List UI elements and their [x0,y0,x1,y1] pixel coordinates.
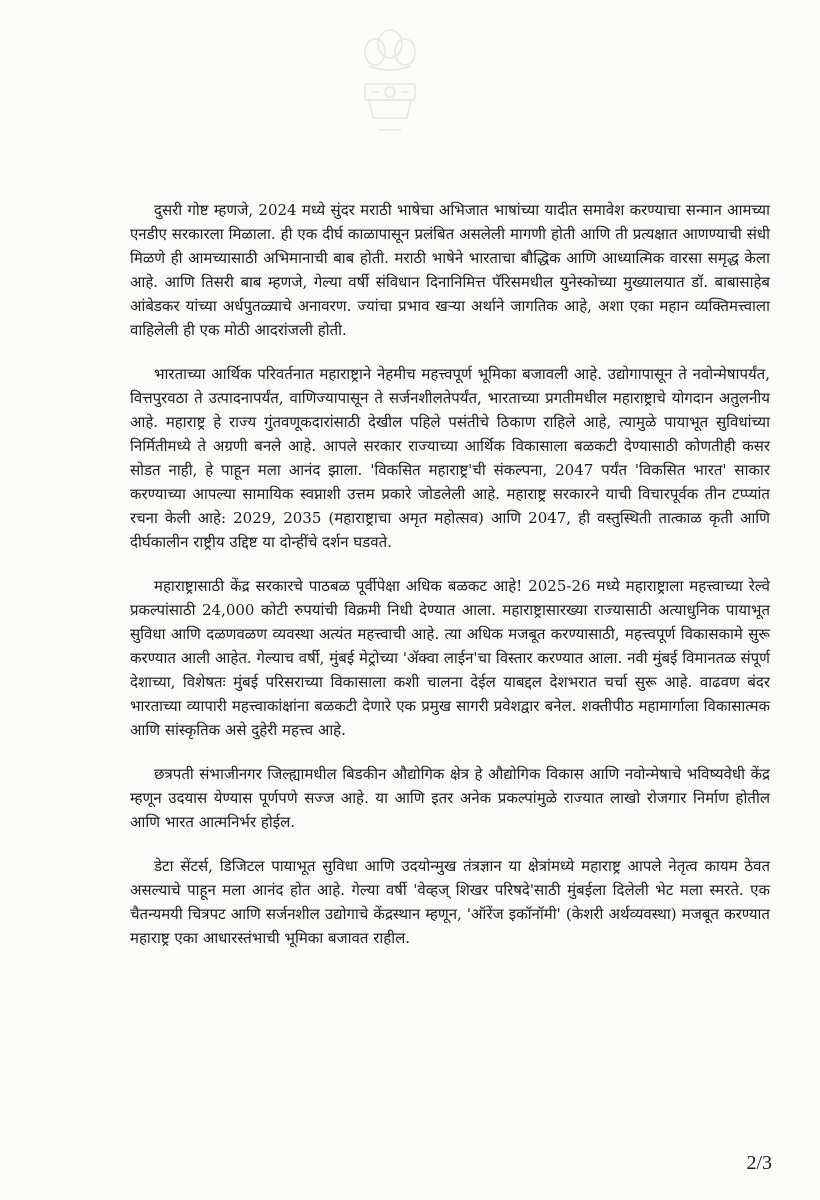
paragraph-bidkin-industrial-area: छत्रपती संभाजीनगर जिल्ह्यामधील बिडकीन औद्योगिक क्षेत्र हे औद्योगिक विकास आणि नवोन्मेषाचे भविष्यवेधी केंद्र म्हणून उदयास येण्यास पूर्णपणे सज्ज आहे. या आणि इतर अनेक प्रकल्पांमुळे राज्यात लाखो रोजगार निर्माण होतील आणि भारत आत्मनिर्भर होईल. [130,765,770,831]
letter-body [130,198,770,970]
page-number: 2/3 [746,1152,772,1174]
paragraph-central-support: महाराष्ट्रासाठी केंद्र सरकारचे पाठबळ पूर्वीपेक्षा अधिक बळकट आहे! 2025-26 मध्ये महाराष्ट्राला महत्त्वाच्या रेल्वे प्रकल्पांसाठी 24,000 कोटी रुपयांची विक्रमी निधी देण्यात आला. महाराष्ट्रासारख्या राज्यासाठी अत्याधुनिक पायाभूत सुविधा आणि दळणवळण व्यवस्था अत्यंत महत्त्वाची आहे. त्या अधिक मजबूत करण्यासाठी, महत्त्वपूर्ण विकासकामे सुरू करण्यात आली आहेत. गेल्याच वर्षी, मुंबई मेट्रोच्या 'ॲक्वा लाईन'चा विस्तार करण्यात आला. नवी मुंबई विमानतळ संपूर्ण देशाच्या, विशेषतः मुंबई परिसराच्या विकासाला कशी चालना देईल याबद्दल देशभरात चर्चा सुरू आहे. वाढवण बंदर भारताच्या व्यापारी महत्त्वाकांक्षांना बळकटी देणारे एक प्रमुख सागरी प्रवेशद्वार बनेल. शक्तीपीठ महामार्गाला विकासात्मक आणि सांस्कृतिक असे दुहेरी महत्त्व आहे. [130,577,770,739]
paragraph-marathi-classical-language: दुसरी गोष्ट म्हणजे, 2024 मध्ये सुंदर मराठी भाषेचा अभिजात भाषांच्या यादीत समावेश करण्याचा सन्मान आमच्या एनडीए सरकारला मिळाला. ही एक दीर्घ काळापासून प्रलंबित असलेली मागणी होती आणि ती प्रत्यक्षात आणण्याची संधी मिळणे ही आमच्यासाठी अभिमानाची बाब होती. मराठी भाषेने भारताचा बौद्धिक आणि आध्यात्मिक वारसा समृद्ध केला आहे. आणि तिसरी बाब म्हणजे, गेल्या वर्षी संविधान दिनानिमित्त पॅरिसमधील युनेस्कोच्या मुख्यालयात डॉ. बाबासाहेब आंबेडकर यांच्या अर्धपुतळ्याचे अनावरण. ज्यांचा प्रभाव खऱ्या अर्थाने जागतिक आहे, अशा एका महान व्यक्तिमत्त्वाला वाहिलेली ही एक मोठी आदरांजली होती. [130,201,770,339]
national-emblem-icon [355,22,425,152]
paragraph-data-centers: डेटा सेंटर्स, डिजिटल पायाभूत सुविधा आणि उदयोन्मुख तंत्रज्ञान या क्षेत्रांमध्ये महाराष्ट्र आपले नेतृत्व कायम ठेवत असल्याचे पाहून मला आनंद होत आहे. गेल्या वर्षी 'वेव्हज् शिखर परिषदे'साठी मुंबईला दिलेली भेट मला स्मरते. एक चैतन्यमयी चित्रपट आणि सर्जनशील उद्योगाचे केंद्रस्थान म्हणून, 'ऑरेंज इकॉनॉमी' (केशरी अर्थव्यवस्था) मजबूत करण्यात महाराष्ट्र एका आधारस्तंभाची भूमिका बजावत राहील. [130,857,770,947]
paragraph-economic-transformation: भारताच्या आर्थिक परिवर्तनात महाराष्ट्राने नेहमीच महत्त्वपूर्ण भूमिका बजावली आहे. उद्योगापासून ते नवोन्मेषापर्यंत, वित्तपुरवठा ते उत्पादनापर्यंत, वाणिज्यापासून ते सर्जनशीलतेपर्यंत, भारताच्या प्रगतीमधील महाराष्ट्राचे योगदान अतुलनीय आहे. महाराष्ट्र हे राज्य गुंतवणूकदारांसाठी देखील पहिले पसंतीचे ठिकाण राहिले आहे, त्यामुळे पायाभूत सुविधांच्या निर्मितीमध्ये ते अग्रणी बनले आहे. आपले सरकार राज्याच्या आर्थिक विकासाला बळकटी देण्यासाठी कोणतीही कसर सोडत नाही, हे पाहून मला आनंद झाला. 'विकसित महाराष्ट्र'ची संकल्पना, 2047 पर्यंत 'विकसित भारत' साकार करण्याच्या आपल्या सामायिक स्वप्नाशी उत्तम प्रकारे जोडलेली आहे. महाराष्ट्र सरकारने याची विचारपूर्वक तीन टप्प्यांत रचना केली आहे: 2029, 2035 (महाराष्ट्राचा अमृत महोत्सव) आणि 2047, ही वस्तुस्थिती तात्काळ कृती आणि दीर्घकालीन राष्ट्रीय उद्दिष्ट या दोन्हींचे दर्शन घडवते. [130,365,770,551]
